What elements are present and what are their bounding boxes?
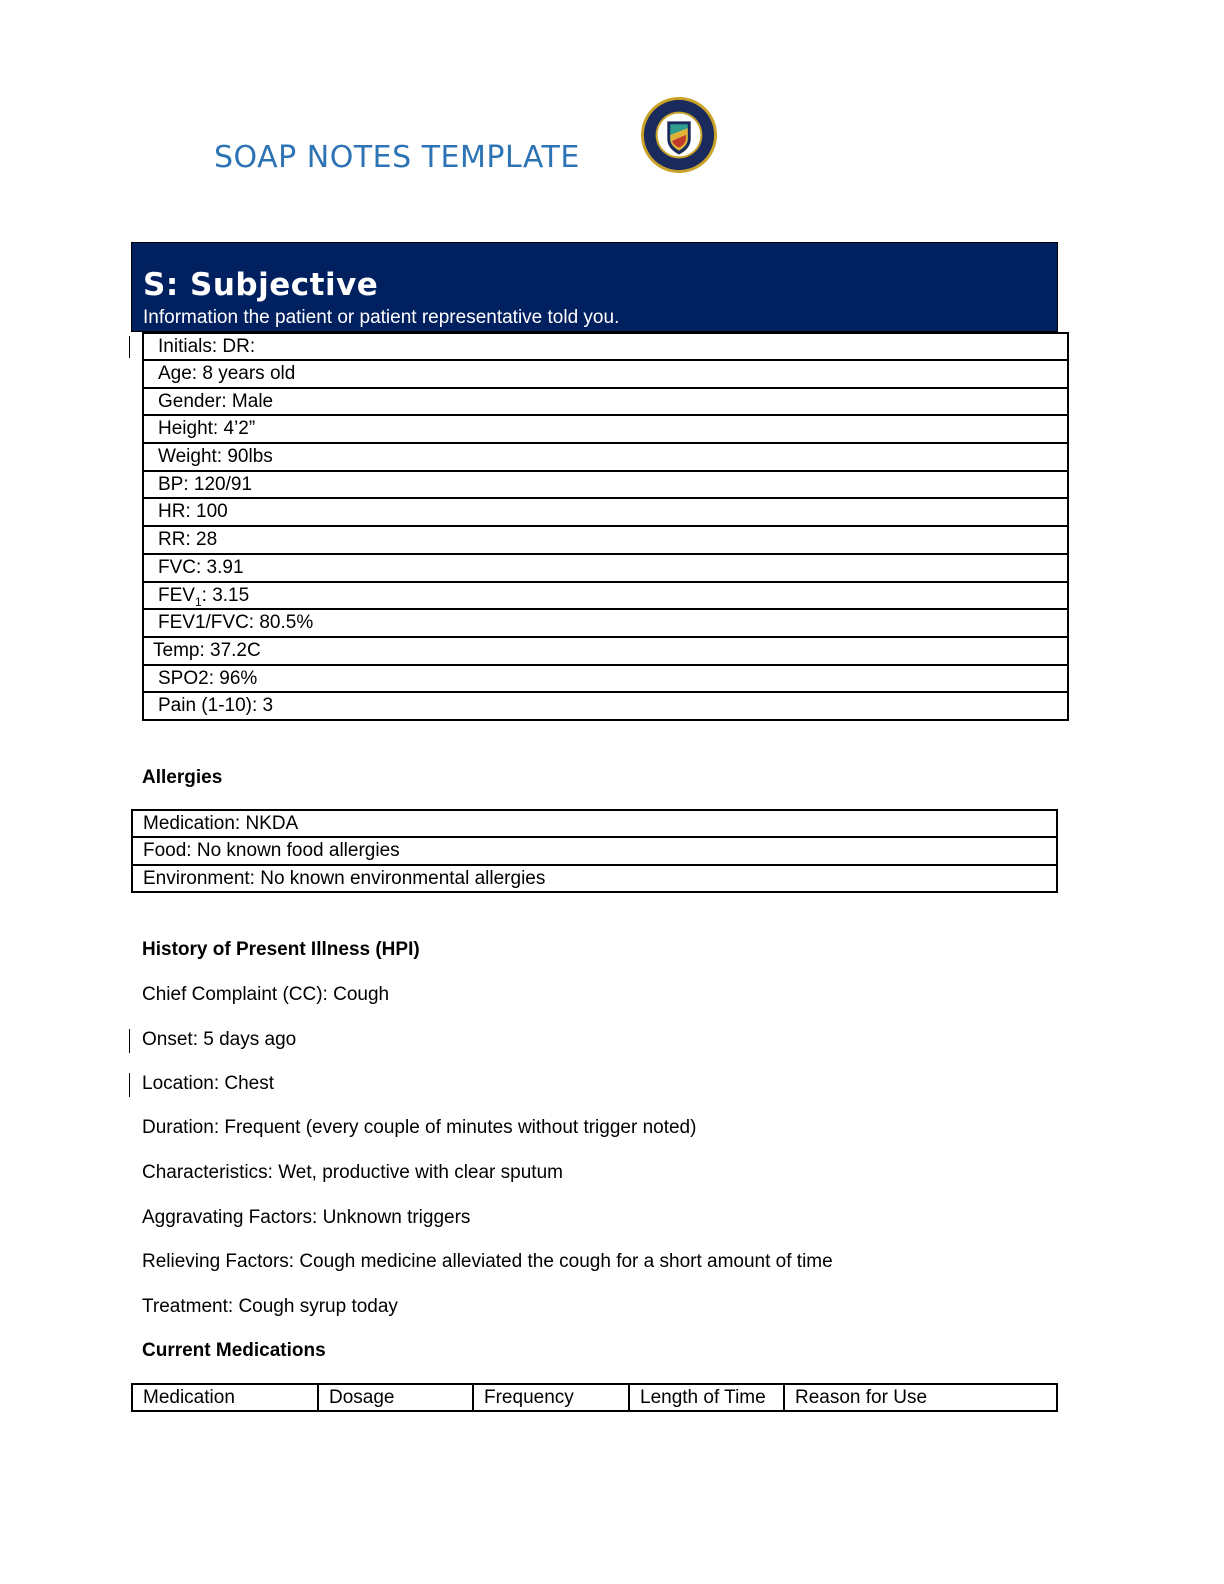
subjective-subheading: Information the patient or patient representative told you. — [143, 307, 620, 328]
subjective-banner — [131, 242, 1058, 332]
column-header-length-of-time[interactable]: Length of Time — [630, 1385, 785, 1410]
revision-bar — [129, 336, 130, 358]
allergy-row-medication[interactable]: Medication: NKDA — [131, 809, 1058, 838]
allergies-heading: Allergies — [142, 767, 223, 788]
vitals-row-age[interactable]: Age: 8 years old — [142, 361, 1069, 389]
column-header-medication[interactable]: Medication — [133, 1385, 319, 1410]
hpi-location[interactable]: Location: Chest — [142, 1073, 275, 1094]
vitals-row-fev1-fvc[interactable]: FEV1/FVC: 80.5% — [142, 610, 1069, 638]
allergies-table — [131, 809, 1058, 893]
hpi-heading: History of Present Illness (HPI) — [142, 939, 420, 960]
vitals-row-fvc[interactable]: FVC: 3.91 — [142, 555, 1069, 583]
vitals-row-rr[interactable]: RR: 28 — [142, 527, 1069, 555]
vitals-row-spo2[interactable]: SPO2: 96% — [142, 666, 1069, 694]
vitals-row-hr[interactable]: HR: 100 — [142, 499, 1069, 527]
hpi-onset[interactable]: Onset: 5 days ago — [142, 1029, 297, 1050]
vitals-table — [142, 332, 1069, 721]
vitals-row-pain[interactable]: Pain (1-10): 3 — [142, 693, 1069, 721]
vitals-row-bp[interactable]: BP: 120/91 — [142, 472, 1069, 500]
allergy-row-environment[interactable]: Environment: No known environmental allergies — [131, 866, 1058, 894]
university-seal-logo — [640, 96, 718, 174]
hpi-aggravating-factors[interactable]: Aggravating Factors: Unknown triggers — [142, 1207, 471, 1228]
column-header-frequency[interactable]: Frequency — [474, 1385, 630, 1410]
subjective-heading: S: Subjective — [143, 267, 379, 303]
document-title: SOAP NOTES TEMPLATE — [214, 140, 580, 175]
vitals-row-fev1[interactable]: $FEV_1$: 3.15 — [142, 583, 1069, 611]
revision-bar — [129, 1073, 130, 1097]
hpi-relieving-factors[interactable]: Relieving Factors: Cough medicine alleviated the cough for a short amount of time — [142, 1251, 833, 1272]
allergy-row-food[interactable]: Food: No known food allergies — [131, 838, 1058, 866]
vitals-row-gender[interactable]: Gender: Male — [142, 389, 1069, 417]
column-header-reason-for-use[interactable]: Reason for Use — [795, 1387, 928, 1408]
hpi-treatment[interactable]: Treatment: Cough syrup today — [142, 1296, 398, 1317]
column-header-dosage[interactable]: Dosage — [319, 1385, 474, 1410]
hpi-chief-complaint[interactable]: Chief Complaint (CC): Cough — [142, 984, 390, 1005]
vitals-row-height[interactable]: Height: 4’2” — [142, 416, 1069, 444]
revision-bar — [129, 1029, 130, 1053]
hpi-characteristics[interactable]: Characteristics: Wet, productive with clear sputum — [142, 1162, 563, 1183]
hpi-duration[interactable]: Duration: Frequent (every couple of minutes without trigger noted) — [142, 1117, 697, 1138]
current-medications-heading: Current Medications — [142, 1340, 326, 1361]
current-medications-table — [131, 1383, 1058, 1412]
vitals-row-weight[interactable]: Weight: 90lbs — [142, 444, 1069, 472]
vitals-row-temp[interactable]: Temp: 37.2C — [142, 638, 1069, 666]
vitals-row-initials[interactable]: Initials: DR: — [142, 332, 1069, 361]
